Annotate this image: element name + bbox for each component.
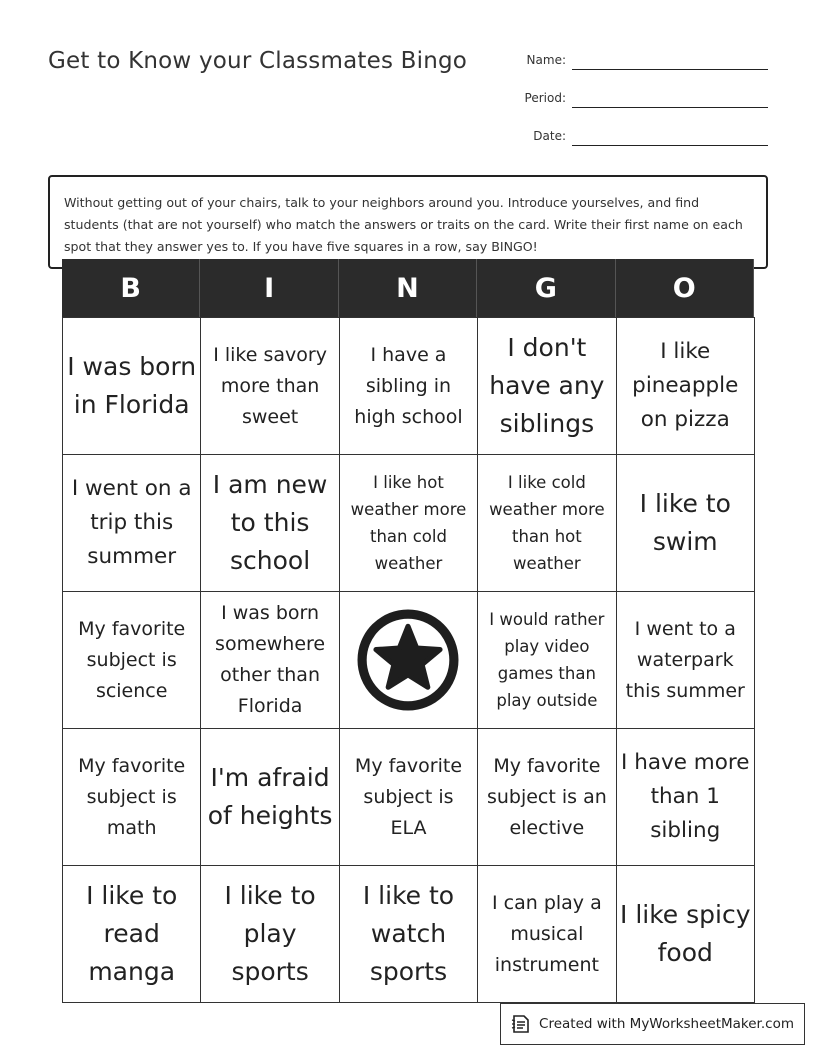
bingo-cell-text: I like savory more than sweet <box>213 343 327 428</box>
period-field <box>500 86 768 108</box>
bingo-cell[interactable] <box>477 454 616 592</box>
bingo-cell-text: I would rather play video games than play outside <box>489 610 605 710</box>
bingo-cell[interactable] <box>339 728 478 866</box>
period-label: Period: <box>524 91 566 105</box>
bingo-cell-text: I can play a musical instrument <box>492 891 602 976</box>
bingo-cell-text: My favorite subject is ELA <box>354 754 463 839</box>
bingo-cell-text: I went to a waterpark this summer <box>625 617 745 702</box>
bingo-cell[interactable] <box>339 454 478 592</box>
bingo-cell[interactable] <box>62 317 201 455</box>
bingo-cell-text: I went on a trip this summer <box>71 476 192 569</box>
bingo-cell[interactable] <box>200 591 339 729</box>
bingo-cell[interactable] <box>62 728 201 866</box>
bingo-cell[interactable] <box>616 728 755 866</box>
bingo-cell-text: I was born somewhere other than Florida <box>215 602 326 717</box>
bingo-cell[interactable] <box>62 591 201 729</box>
bingo-cell[interactable] <box>616 865 755 1003</box>
footer-text: Created with MyWorksheetMaker.com <box>539 1016 794 1032</box>
bingo-cell[interactable] <box>477 865 616 1003</box>
date-line[interactable] <box>572 123 768 146</box>
name-line[interactable] <box>572 47 768 70</box>
bingo-cell-text: I'm afraid of heights <box>207 763 333 830</box>
footer-credit[interactable] <box>500 1003 805 1045</box>
bingo-cell-text: I have a sibling in high school <box>354 343 463 428</box>
bingo-cell-text: My favorite subject is science <box>78 617 186 702</box>
bingo-cell[interactable] <box>62 454 201 592</box>
header-n: N <box>339 259 477 317</box>
bingo-cell[interactable] <box>62 865 201 1003</box>
bingo-cell[interactable] <box>477 728 616 866</box>
date-label: Date: <box>533 129 566 143</box>
period-line[interactable] <box>572 85 768 108</box>
bingo-cell[interactable] <box>477 317 616 455</box>
bingo-cell-text: I like to play sports <box>224 881 316 986</box>
bingo-cell[interactable] <box>616 454 755 592</box>
bingo-cell-text: I like to swim <box>639 489 731 556</box>
worksheet-maker-logo-icon <box>511 1014 531 1034</box>
free-space-cell[interactable] <box>339 591 478 729</box>
bingo-cell[interactable] <box>200 454 339 592</box>
name-label: Name: <box>526 53 566 67</box>
bingo-cell-text: I like spicy food <box>620 900 751 967</box>
bingo-cell[interactable] <box>616 591 755 729</box>
bingo-cell[interactable] <box>339 865 478 1003</box>
page-title: Get to Know your Classmates Bingo <box>48 48 468 74</box>
bingo-cell-text: I like cold weather more than hot weather <box>489 473 605 573</box>
bingo-cell-text: I have more than 1 sibling <box>621 750 750 843</box>
bingo-cell[interactable] <box>200 865 339 1003</box>
instructions-box: Without getting out of your chairs, talk to your neighbors around you. Introduce yourselves, and find students (that are not yourself) who match the answers or traits on the card. Write their first name on each spot that they answer yes to. If you have five squares in a row, say BINGO! <box>48 175 768 269</box>
bingo-cell-text: I was born in Florida <box>67 352 197 419</box>
bingo-cell-text: I like to watch sports <box>362 881 455 986</box>
header-i: I <box>200 259 338 317</box>
bingo-cell-text: I like to read manga <box>86 881 178 986</box>
bingo-cell-text: I like hot weather more than cold weather <box>350 473 467 573</box>
bingo-cell[interactable] <box>200 317 339 455</box>
bingo-cell-text: My favorite subject is an elective <box>486 754 607 839</box>
bingo-cell-text: I don't have any siblings <box>489 333 605 438</box>
star-icon <box>357 609 459 711</box>
bingo-cell-text: My favorite subject is math <box>78 754 186 839</box>
bingo-cell[interactable] <box>339 317 478 455</box>
bingo-card <box>62 259 754 1002</box>
bingo-cell[interactable] <box>477 591 616 729</box>
name-field <box>500 48 768 70</box>
bingo-cell[interactable] <box>200 728 339 866</box>
bingo-cell[interactable] <box>616 317 755 455</box>
header-o: O <box>616 259 754 317</box>
header-b: B <box>62 259 200 317</box>
bingo-cell-text: I like pineapple on pizza <box>632 339 739 432</box>
date-field <box>500 124 768 146</box>
bingo-cell-text: I am new to this school <box>212 470 328 575</box>
header-g: G <box>477 259 615 317</box>
